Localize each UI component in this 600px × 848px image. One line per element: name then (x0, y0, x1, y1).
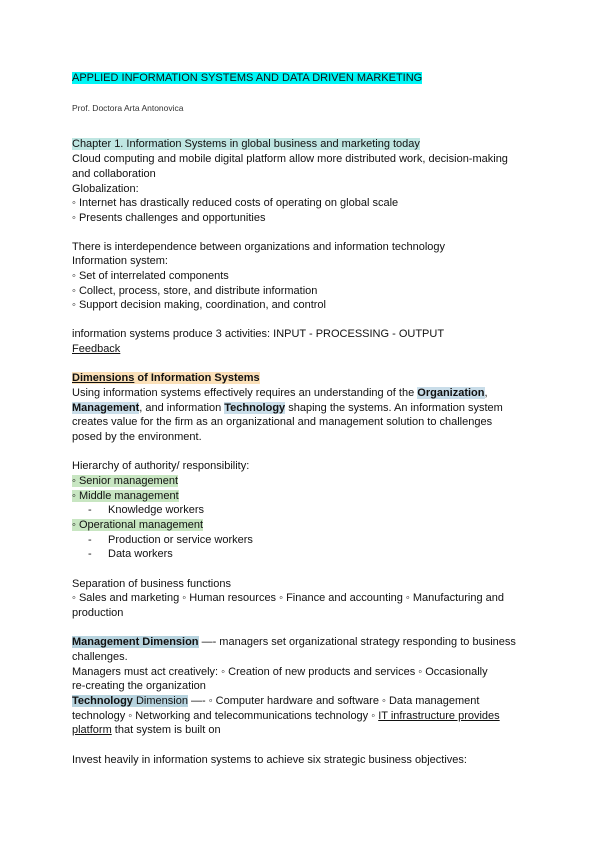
bullet-line (72, 518, 203, 533)
technology-dimension-label (72, 695, 188, 707)
dimensions-heading-text (72, 372, 260, 384)
paragraph-line: Hierarchy of authority/ responsibility: (72, 460, 250, 472)
dimensions-heading-rest: of Information Systems (134, 372, 260, 384)
senior-management: ◦ Senior management (72, 475, 179, 487)
text-run: —- managers set organizational strategy responding to business (198, 636, 516, 648)
bullet-line: ◦ Support decision making, coordination, and control (72, 299, 326, 311)
paragraph-line: Invest heavily in information systems to achieve six strategic business objectives: (72, 754, 467, 766)
bullet-line: ◦ Sales and marketing ◦ Human resources ◦ Finance and accounting ◦ Manufacturing and (72, 592, 505, 604)
organization-term: Organization (417, 387, 485, 399)
feedback-link[interactable] (72, 342, 120, 357)
paragraph-line: Information system: (72, 255, 168, 267)
dash-marker: - (88, 504, 92, 516)
dash-marker: - (88, 534, 92, 546)
paragraph-line: Separation of business functions (72, 578, 231, 590)
paragraph-line: and collaboration (72, 168, 156, 180)
dimension-word: Dimension (132, 695, 188, 707)
management-dimension-label: Management Dimension (72, 636, 199, 648)
paragraph-line (72, 386, 488, 401)
sub-bullet-line: Production or service workers (108, 534, 253, 546)
paragraph-line: re-creating the organization (72, 680, 206, 692)
text-run: technology ◦ Networking and telecommunications technology ◦ (72, 710, 379, 722)
dimensions-word: Dimensions (72, 372, 135, 384)
text-run: Using information systems effectively requires an understanding of the (72, 387, 418, 399)
text-run: , (484, 387, 488, 399)
text-run: shaping the systems. An information system (285, 402, 503, 414)
dash-marker: - (88, 548, 92, 560)
paragraph-line: Globalization: (72, 183, 139, 195)
paragraph-line (72, 709, 500, 724)
bullet-line: ◦ Set of interrelated components (72, 270, 229, 282)
technology-word: Technology (72, 695, 133, 707)
paragraph-line: information systems produce 3 activities: INPUT - PROCESSING - OUTPUT (72, 328, 445, 340)
management-term: Management (72, 402, 140, 414)
author-line: Prof. Doctora Arta Antonovica (72, 103, 184, 113)
paragraph-line: challenges. (72, 651, 128, 663)
underlined-text: IT infrastructure provides (378, 710, 500, 722)
underlined-text: platform (72, 724, 112, 736)
dimensions-heading (72, 371, 260, 386)
bullet-line (72, 489, 179, 504)
text-run: that system is built on (111, 724, 221, 736)
title-text: APPLIED INFORMATION SYSTEMS AND DATA DRIVEN MARKETING (72, 72, 423, 84)
bullet-line: ◦ Collect, process, store, and distribute information (72, 285, 318, 297)
bullet-line: ◦ Presents challenges and opportunities (72, 212, 266, 224)
paragraph-line: creates value for the firm as an organizational and management solution to challenges (72, 416, 493, 428)
paragraph-line: posed by the environment. (72, 431, 202, 443)
feedback-link-text[interactable]: Feedback (72, 343, 121, 355)
text-run: —- ◦ Computer hardware and software ◦ Data management (187, 695, 480, 707)
chapter-heading-text: Chapter 1. Information Systems in global business and marketing today (72, 138, 420, 150)
paragraph-line (72, 635, 516, 650)
operational-management: ◦ Operational management (72, 519, 204, 531)
paragraph-line: Managers must act creatively: ◦ Creation of new products and services ◦ Occasionally (72, 666, 488, 678)
chapter-heading (72, 137, 420, 152)
paragraph-line: production (72, 607, 124, 619)
paragraph-line (72, 694, 479, 709)
sub-bullet-line: Data workers (108, 548, 173, 560)
paragraph-line (72, 401, 503, 416)
paragraph-line (72, 723, 221, 738)
middle-management: ◦ Middle management (72, 490, 179, 502)
sub-bullet-line: Knowledge workers (108, 504, 204, 516)
text-run: , and information (139, 402, 225, 414)
document-title (72, 71, 422, 86)
technology-term: Technology (224, 402, 286, 414)
bullet-line: ◦ Internet has drastically reduced costs of operating on global scale (72, 197, 399, 209)
paragraph-line: There is interdependence between organizations and information technology (72, 241, 446, 253)
paragraph-line: Cloud computing and mobile digital platform allow more distributed work, decision-making (72, 153, 508, 165)
bullet-line (72, 474, 178, 489)
